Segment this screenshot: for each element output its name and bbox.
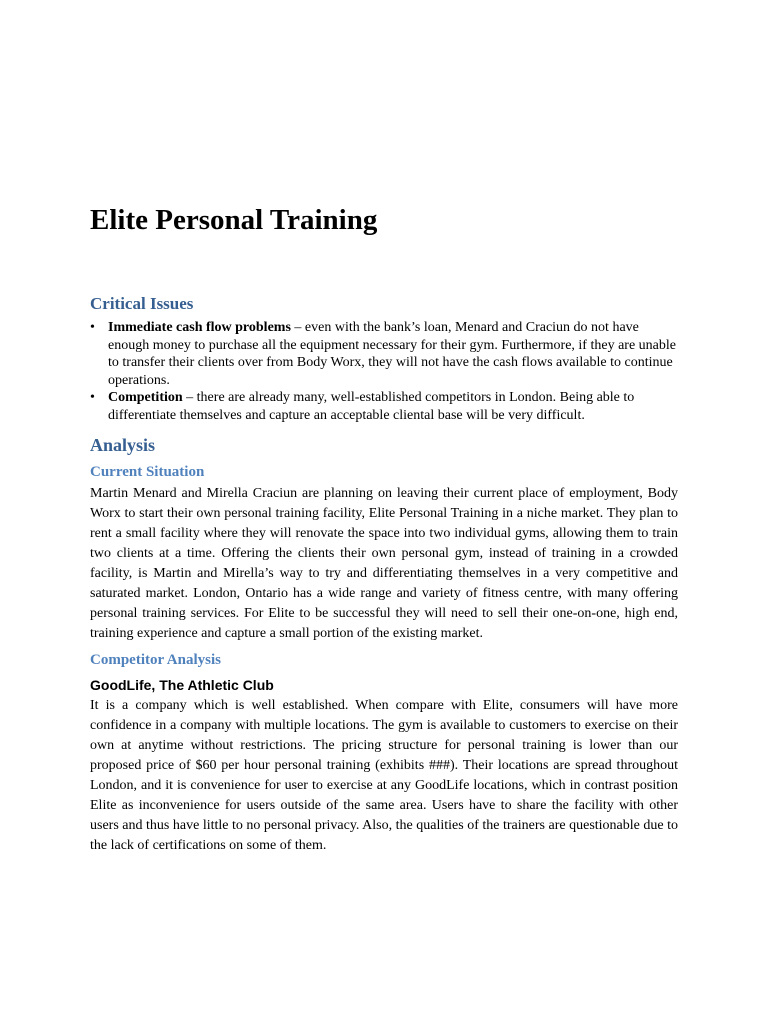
critical-issues-heading: Critical Issues (90, 294, 194, 313)
issue-term: Competition (108, 390, 183, 405)
competitor-name: GoodLife, The Athletic Club (90, 677, 274, 693)
current-situation-paragraph: Martin Menard and Mirella Craciun are planning on leaving their current place of employment, Body Worx to start their own personal training facility, Elite Personal Training in a niche market. They plan to rent a small facility where they will renovate the space into two individual gyms, allowing them to train two clients at a time. Offering the clients their own personal gym, instead of training in a crowded facility, is Martin and Mirella’s way to try and differentiating themselves in a very competitive and saturated market. London, Ontario has a wide range and variety of fitness centre, with many offering personal training services. For Elite to be successful they will need to sell their one-on-one, high end, training experience and capture a small portion of the existing market. (90, 486, 678, 641)
issue-text: – even with the bank’s loan, Menard and Craciun do not have enough money to purchase all the equipment necessary for their gym. Furthermore, if they are unable to transfer their clients over from Body Worx, they will not have the cash flows available to continue operations. (108, 320, 676, 388)
list-item (108, 389, 678, 424)
issue-term: Immediate cash flow problems (108, 320, 291, 335)
document-title: Elite Personal Training (90, 204, 378, 236)
analysis-heading: Analysis (90, 435, 156, 455)
current-situation-heading: Current Situation (90, 464, 205, 480)
competitor-analysis-heading: Competitor Analysis (90, 652, 221, 668)
critical-issues-list (90, 319, 678, 424)
list-item (108, 319, 678, 389)
document-content (90, 200, 678, 856)
issue-text: – there are already many, well-established competitors in London. Being able to differentiate themselves and capture an acceptable cliental base will be very difficult. (108, 390, 635, 423)
competitor-paragraph: It is a company which is well established. When compare with Elite, consumers will have more confidence in a company with multiple locations. The gym is available to customers to exercise on their own at anytime without restrictions. The pricing structure for personal training is lower than our proposed price of $60 per hour personal training (exhibits ###). Their locations are spread throughout London, and it is convenience for user to exercise at any GoodLife locations, which in contrast position Elite as inconvenience for users outside of the same area. Users have to share the facility with other users and thus have little to no personal privacy. Also, the qualities of the trainers are questionable due to the lack of certifications on some of them. (90, 698, 678, 853)
